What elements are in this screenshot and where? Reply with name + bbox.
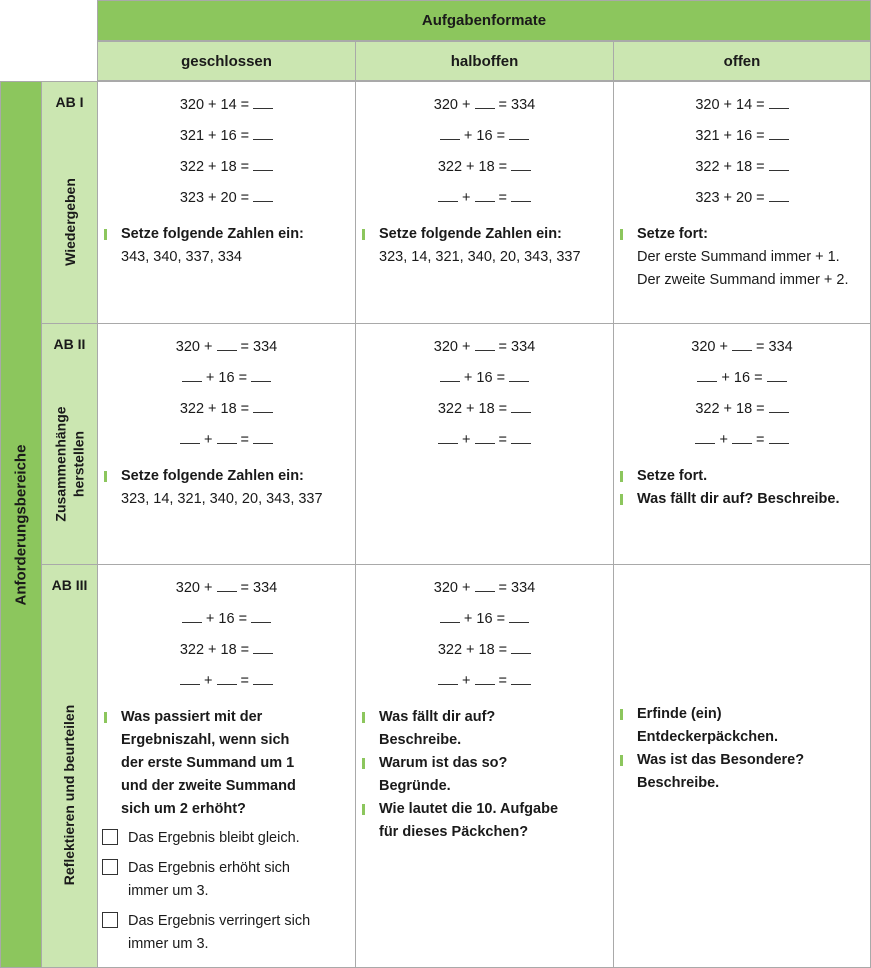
answer-blank[interactable] xyxy=(253,159,273,171)
cell-ab1-halboffen xyxy=(355,81,614,324)
bullet-marker xyxy=(620,229,623,240)
side-header xyxy=(0,81,42,968)
option-remains-same[interactable]: Das Ergebnis bleibt gleich. xyxy=(98,827,355,850)
answer-blank[interactable] xyxy=(440,128,460,140)
answer-blank[interactable] xyxy=(475,432,495,444)
answer-blank[interactable] xyxy=(511,432,531,444)
equation: 322 + 18 = xyxy=(356,640,613,671)
bullet-marker xyxy=(362,804,365,815)
bullet-marker xyxy=(362,758,365,769)
answer-blank[interactable] xyxy=(769,432,789,444)
equation: + 16 = xyxy=(356,368,613,399)
answer-blank[interactable] xyxy=(253,432,273,444)
cell-ab2-geschlossen xyxy=(97,323,356,565)
task-instruction: Erfinde (ein) Entdeckerpäckchen. xyxy=(614,703,870,749)
row-label-text: Wiedergeben xyxy=(61,178,78,266)
answer-blank[interactable] xyxy=(511,642,531,654)
answer-blank[interactable] xyxy=(217,432,237,444)
equation: 320 + = 334 xyxy=(433,339,536,355)
task-question: Was passiert mit der Ergebniszahl, wenn sich der erste Summand um 1 und der zweite Summand sich um 2 erhöht? xyxy=(98,706,355,821)
ab-label: AB II xyxy=(53,336,86,352)
answer-blank[interactable] xyxy=(438,673,458,685)
answer-blank[interactable] xyxy=(475,673,495,685)
cell-ab3-offen xyxy=(613,564,871,968)
col-header-label: offen xyxy=(723,52,761,70)
answer-blank[interactable] xyxy=(697,370,717,382)
equation: 321 + 16 = xyxy=(614,126,870,157)
bullet-marker xyxy=(104,229,107,240)
answer-blank[interactable] xyxy=(769,190,789,202)
task-text: Der zweite Summand immer + 2. xyxy=(637,272,849,288)
header-formats xyxy=(97,0,871,41)
cell-ab3-halboffen xyxy=(355,564,614,968)
answer-blank[interactable] xyxy=(253,642,273,654)
row-label-line: Zusammenhänge xyxy=(52,406,69,522)
answer-blank[interactable] xyxy=(509,611,529,623)
header-title: Aufgabenformate xyxy=(421,12,547,29)
equation: 322 + 18 = xyxy=(98,157,355,188)
checkbox[interactable] xyxy=(102,829,118,845)
task-instruction: Setze folgende Zahlen ein: xyxy=(98,223,355,246)
cell-ab1-geschlossen xyxy=(97,81,356,324)
answer-blank[interactable] xyxy=(511,190,531,202)
answer-blank[interactable] xyxy=(769,128,789,140)
answer-blank[interactable] xyxy=(475,580,495,592)
checkbox[interactable] xyxy=(102,859,118,875)
row-label-ab2 xyxy=(41,323,98,565)
equation: + 16 = xyxy=(98,368,355,399)
equation: 322 + 18 = xyxy=(356,399,613,430)
task-instruction: Was ist das Besondere? Beschreibe. xyxy=(614,749,870,795)
answer-blank[interactable] xyxy=(253,190,273,202)
task-instruction: Was fällt dir auf? Beschreibe. xyxy=(356,706,613,752)
task-numbers: 343, 340, 337, 334 xyxy=(121,249,242,265)
bullet-marker xyxy=(620,709,623,720)
row-label-ab3 xyxy=(41,564,98,968)
equation: + 16 = xyxy=(614,368,870,399)
col-header-geschlossen xyxy=(97,41,356,81)
checkbox[interactable] xyxy=(102,912,118,928)
equation: 320 + = 334 xyxy=(175,580,278,596)
bullet-marker xyxy=(104,471,107,482)
task-instruction: Setze fort: xyxy=(614,223,870,246)
equation: 323 + 20 = xyxy=(98,188,355,219)
answer-blank[interactable] xyxy=(180,673,200,685)
answer-blank[interactable] xyxy=(251,611,271,623)
bullet-marker xyxy=(362,712,365,723)
equation: 322 + 18 = xyxy=(98,399,355,430)
task-text: Der erste Summand immer + 1. xyxy=(637,249,840,265)
bullet-marker xyxy=(104,712,107,723)
answer-blank[interactable] xyxy=(509,128,529,140)
equation: + 16 = xyxy=(356,609,613,640)
answer-blank[interactable] xyxy=(511,673,531,685)
col-header-label: geschlossen xyxy=(181,52,272,70)
answer-blank[interactable] xyxy=(475,190,495,202)
answer-blank[interactable] xyxy=(217,673,237,685)
cell-ab3-geschlossen xyxy=(97,564,356,968)
equation: 322 + 18 = xyxy=(356,157,613,188)
answer-blank[interactable] xyxy=(511,159,531,171)
row-label-ab1 xyxy=(41,81,98,324)
ab-label: AB I xyxy=(55,94,84,110)
row-label-text xyxy=(52,406,88,521)
bullet-marker xyxy=(362,229,365,240)
task-numbers: 323, 14, 321, 340, 20, 343, 337 xyxy=(379,249,581,265)
equation: + = xyxy=(614,430,870,461)
task-instruction: Setze folgende Zahlen ein: xyxy=(356,223,613,246)
answer-blank[interactable] xyxy=(438,190,458,202)
col-header-label: halboffen xyxy=(450,52,519,70)
answer-blank[interactable] xyxy=(695,432,715,444)
equation: 320 + 14 = xyxy=(614,95,870,126)
task-instruction: Wie lautet die 10. Aufgabe für dieses Päckchen? xyxy=(356,798,613,844)
answer-blank[interactable] xyxy=(440,370,460,382)
bullet-marker xyxy=(620,755,623,766)
equation: 322 + 18 = xyxy=(614,157,870,188)
cell-ab2-halboffen xyxy=(355,323,614,565)
equation: + = xyxy=(356,430,613,461)
col-header-offen xyxy=(613,41,871,81)
equation: + = xyxy=(356,671,613,702)
answer-blank[interactable] xyxy=(217,339,237,351)
equation: 321 + 16 = xyxy=(98,126,355,157)
cell-ab2-offen xyxy=(613,323,871,565)
equation: + = xyxy=(98,671,355,702)
option-decreases[interactable]: Das Ergebnis verringert sich immer um 3. xyxy=(98,910,355,956)
answer-blank[interactable] xyxy=(253,128,273,140)
answer-blank[interactable] xyxy=(251,370,271,382)
task-instruction: Was fällt dir auf? Beschreibe. xyxy=(614,488,870,511)
col-header-halboffen xyxy=(355,41,614,81)
bullet-marker xyxy=(620,494,623,505)
equation: 322 + 18 = xyxy=(98,640,355,671)
equation: 320 + = 334 xyxy=(175,339,278,355)
equation: 320 + = 334 xyxy=(691,339,793,355)
answer-blank[interactable] xyxy=(769,97,789,109)
answer-blank[interactable] xyxy=(253,673,273,685)
answer-blank[interactable] xyxy=(182,611,202,623)
side-header-title: Anforderungsbereiche xyxy=(12,444,29,605)
option-increases[interactable]: Das Ergebnis erhöht sich immer um 3. xyxy=(98,857,355,903)
answer-blank[interactable] xyxy=(217,580,237,592)
answer-blank[interactable] xyxy=(509,370,529,382)
equation: 322 + 18 = xyxy=(614,399,870,430)
equation: 323 + 20 = xyxy=(614,188,870,219)
answer-blank[interactable] xyxy=(769,401,789,413)
equation: 320 + = 334 xyxy=(433,580,536,596)
answer-blank[interactable] xyxy=(440,611,460,623)
task-instruction: Setze fort. xyxy=(614,465,870,488)
task-instruction: Setze folgende Zahlen ein: xyxy=(98,465,355,488)
ab-label: AB III xyxy=(51,577,88,593)
bullet-marker xyxy=(620,471,623,482)
equation: + = xyxy=(98,430,355,461)
answer-blank[interactable] xyxy=(732,339,752,351)
answer-blank[interactable] xyxy=(475,339,495,351)
answer-blank[interactable] xyxy=(767,370,787,382)
answer-blank[interactable] xyxy=(180,432,200,444)
task-instruction: Warum ist das so? Begründe. xyxy=(356,752,613,798)
answer-blank[interactable] xyxy=(253,97,273,109)
equation: + 16 = xyxy=(356,126,613,157)
equation: + 16 = xyxy=(98,609,355,640)
answer-blank[interactable] xyxy=(511,401,531,413)
row-label-line: herstellen xyxy=(70,430,87,498)
answer-blank[interactable] xyxy=(438,432,458,444)
answer-blank[interactable] xyxy=(732,432,752,444)
task-numbers: 323, 14, 321, 340, 20, 343, 337 xyxy=(121,491,323,507)
answer-blank[interactable] xyxy=(182,370,202,382)
cell-ab1-offen xyxy=(613,81,871,324)
answer-blank[interactable] xyxy=(253,401,273,413)
answer-blank[interactable] xyxy=(769,159,789,171)
answer-blank[interactable] xyxy=(475,97,495,109)
equation: 320 + = 334 xyxy=(433,97,536,113)
row-label-text: Reflektieren und beurteilen xyxy=(61,704,78,886)
equation: + = xyxy=(356,188,613,219)
equation: 320 + 14 = xyxy=(98,95,355,126)
